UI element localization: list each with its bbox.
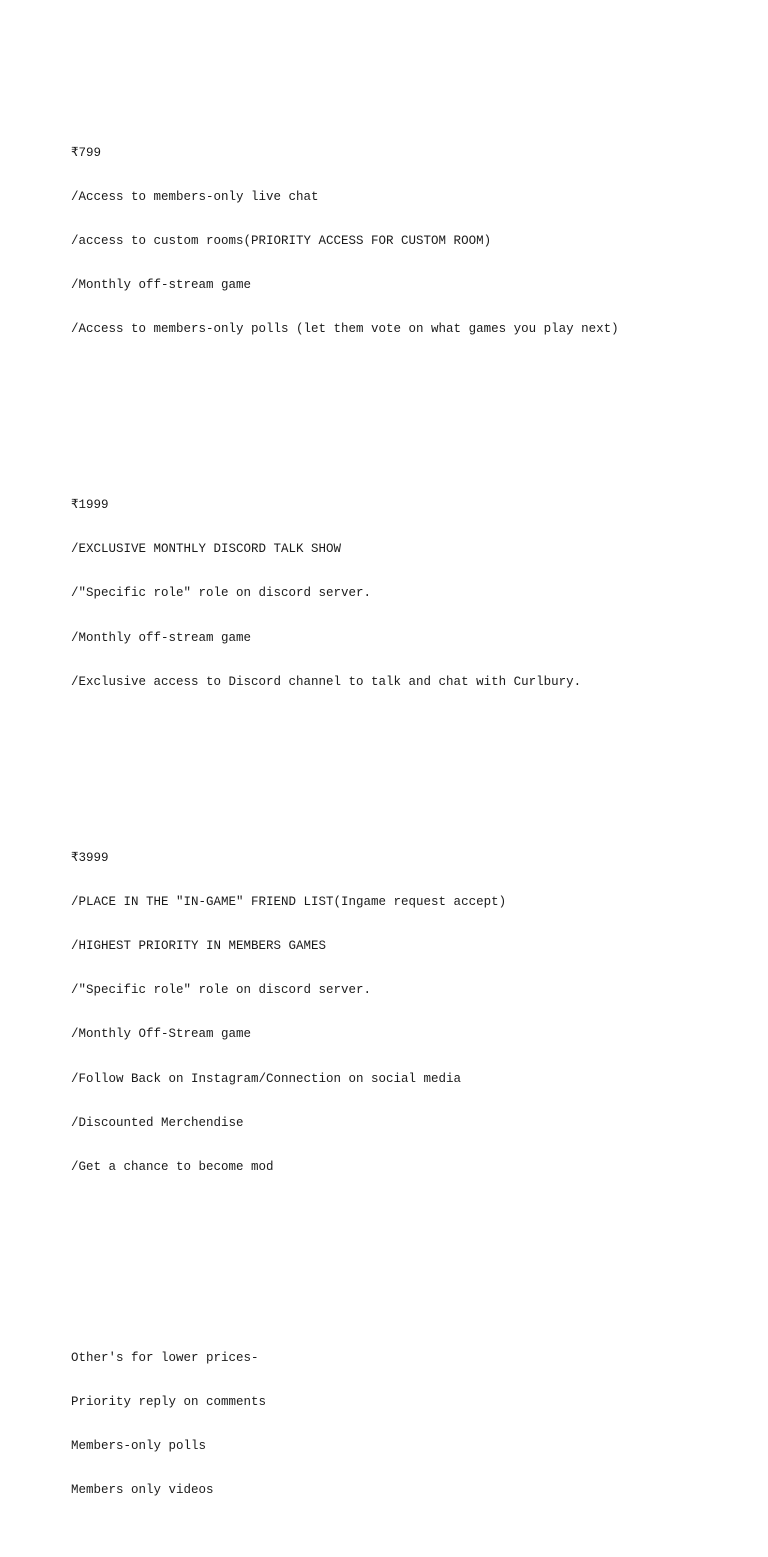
tier-price: ₹3999 bbox=[71, 851, 109, 866]
blank-line bbox=[71, 763, 751, 778]
tier-perk: /PLACE IN THE "IN-GAME" FRIEND LIST(Ingame request accept) bbox=[71, 895, 507, 910]
other-perks-heading: Other's for lower prices- bbox=[71, 1350, 259, 1365]
tier-perk: /Access to members-only live chat bbox=[71, 189, 319, 204]
tier-perk: /access to custom rooms(PRIORITY ACCESS FOR CUSTOM ROOM) bbox=[71, 233, 492, 248]
blank-line bbox=[71, 410, 751, 425]
tier-perk: /Access to members-only polls (let them vote on what games you play next) bbox=[71, 321, 619, 336]
tier-perk: /Monthly off-stream game bbox=[71, 277, 252, 292]
tier-3999 bbox=[71, 822, 751, 1204]
document-body bbox=[71, 72, 751, 1557]
other-perks-section bbox=[71, 1321, 751, 1527]
other-perk-item: Members-only polls bbox=[71, 1439, 207, 1454]
tier-perk: /Discounted Merchendise bbox=[71, 1115, 244, 1130]
tier-perk: /Monthly off-stream game bbox=[71, 630, 252, 645]
other-perk-item: Priority reply on comments bbox=[71, 1394, 267, 1409]
tier-perk: /Follow Back on Instagram/Connection on social media bbox=[71, 1071, 462, 1086]
tier-perk: /HIGHEST PRIORITY IN MEMBERS GAMES bbox=[71, 939, 327, 954]
tier-perk: /EXCLUSIVE MONTHLY DISCORD TALK SHOW bbox=[71, 542, 342, 557]
tier-perk: /Exclusive access to Discord channel to talk and chat with Curlbury. bbox=[71, 674, 582, 689]
blank-lines bbox=[71, 1248, 751, 1277]
tier-price: ₹799 bbox=[71, 145, 102, 160]
tier-1999 bbox=[71, 469, 751, 719]
tier-perk: /Get a chance to become mod bbox=[71, 1159, 274, 1174]
other-perk-item: Members only videos bbox=[71, 1483, 214, 1498]
tier-799 bbox=[71, 116, 751, 366]
tier-perk: /"Specific role" role on discord server. bbox=[71, 983, 372, 998]
tier-price: ₹1999 bbox=[71, 498, 109, 513]
tier-perk: /Monthly Off-Stream game bbox=[71, 1027, 252, 1042]
tier-perk: /"Specific role" role on discord server. bbox=[71, 586, 372, 601]
